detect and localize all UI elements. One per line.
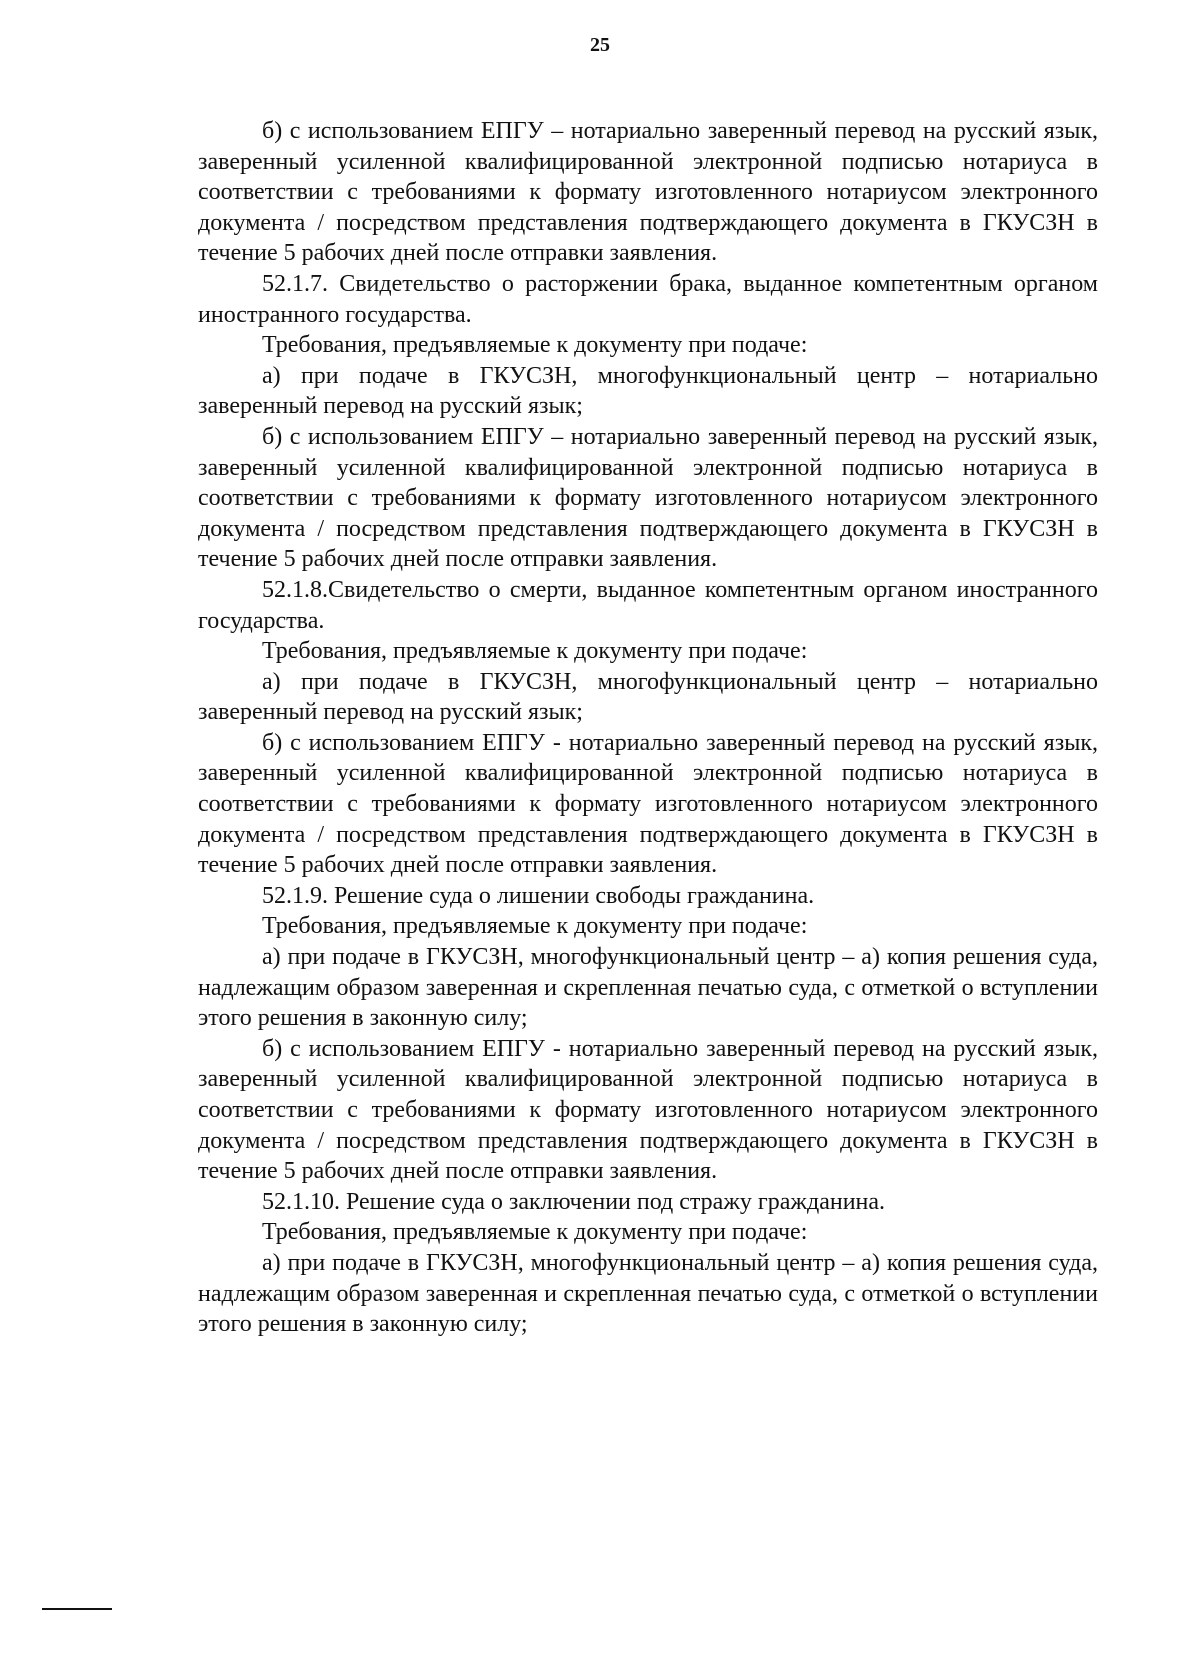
paragraph-52-1-8-heading: 52.1.8.Свидетельство о смерти, выданное компетентным органом иностранного государства.: [198, 576, 1098, 634]
paragraph-option-b: б) с использованием ЕПГУ - нотариально заверенный перевод на русский язык, заверенный усиленной квалифицированной электронной подписью нотариуса в соответствии с требованиями к формату изготовленного нотариусом электронного документа / посредством представления подтверждающего документа в ГКУСЗН в течение 5 рабочих дней после отправки заявления.: [198, 729, 1098, 879]
page-number: 25: [590, 34, 610, 56]
paragraph-requirements-label: Требования, предъявляемые к документу при подаче:: [262, 913, 808, 940]
paragraph-requirements-label: Требования, предъявляемые к документу при подаче:: [262, 1219, 808, 1246]
paragraph-1b-epgu-translation: б) с использованием ЕПГУ – нотариально заверенный перевод на русский язык, заверенный усиленной квалифицированной электронной подписью нотариуса в соответствии с требованиями к формату изготовленного нотариусом электронного документа / посредством представления подтверждающего документа в ГКУСЗН в течение 5 рабочих дней после отправки заявления.: [198, 118, 1098, 267]
paragraph-52-1-9-heading: 52.1.9. Решение суда о лишении свободы гражданина.: [262, 882, 815, 909]
document-body: [198, 116, 1098, 1340]
paragraph-option-b: б) с использованием ЕПГУ – нотариально заверенный перевод на русский язык, заверенный усиленной квалифицированной электронной подписью нотариуса в соответствии с требованиями к формату изготовленного нотариусом электронного документа / посредством представления подтверждающего документа в ГКУСЗН в течение 5 рабочих дней после отправки заявления.: [198, 423, 1098, 573]
paragraph-option-a: а) при подаче в ГКУСЗН, многофункциональный центр – а) копия решения суда, надлежащим образом заверенная и скрепленная печатью суда, с отметкой о вступлении этого решения в законную силу;: [198, 1249, 1098, 1338]
footnote-separator-line: [42, 1608, 112, 1610]
paragraph-52-1-7-heading: 52.1.7. Свидетельство о расторжении брака, выданное компетентным органом иностранного государства.: [198, 270, 1098, 328]
paragraph-requirements-label: Требования, предъявляемые к документу при подаче:: [262, 638, 808, 665]
paragraph-option-a: а) при подаче в ГКУСЗН, многофункциональный центр – а) копия решения суда, надлежащим образом заверенная и скрепленная печатью суда, с отметкой о вступлении этого решения в законную силу;: [198, 944, 1098, 1032]
paragraph-option-b: б) с использованием ЕПГУ - нотариально заверенный перевод на русский язык, заверенный усиленной квалифицированной электронной подписью нотариуса в соответствии с требованиями к формату изготовленного нотариусом электронного документа / посредством представления подтверждающего документа в ГКУСЗН в течение 5 рабочих дней после отправки заявления.: [198, 1035, 1098, 1185]
paragraph-52-1-10-heading: 52.1.10. Решение суда о заключении под стражу гражданина.: [262, 1188, 886, 1215]
paragraph-option-a: а) при подаче в ГКУСЗН, многофункциональный центр – нотариально заверенный перевод на русский язык;: [198, 668, 1098, 726]
paragraph-option-a: а) при подаче в ГКУСЗН, многофункциональный центр – нотариально заверенный перевод на русский язык;: [198, 362, 1098, 420]
paragraph-requirements-label: Требования, предъявляемые к документу при подаче:: [262, 332, 808, 359]
